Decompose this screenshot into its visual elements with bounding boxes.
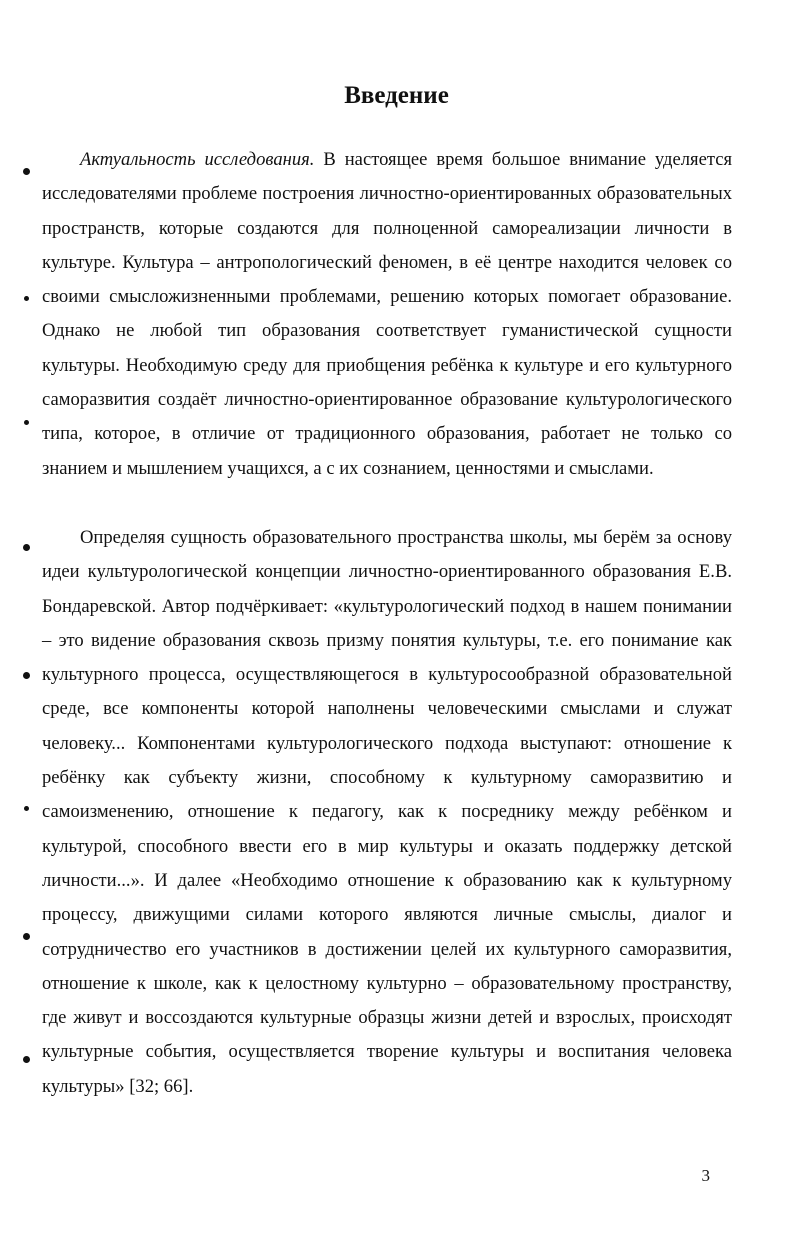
scan-mark [23,1056,30,1063]
page-title: Введение [344,82,449,109]
paragraph-relevance [42,143,732,486]
scan-mark [24,420,29,425]
page-number: 3 [701,1166,710,1185]
paragraph-text: В настоящее время большое внимание уделяется исследователями проблеме построения личностно-ориентированных образовательных пространств, которые создаются для полноценной самореализации личности в культуре. Культура – антропологический феномен, в её центре находится человек со своими смысложизненными проблемами, решению которых помогает образование. Однако не любой тип образования соответствует гуманистической сущности культуры. Необходимую среду для приобщения ребёнка к культуре и его культурного саморазвития создаёт личностно-ориентированное образование культурологического типа, которое, в отличие от традиционного образования, работает не только со знанием и мышлением учащихся, а с их сознанием, ценностями и смыслами. [42,149,732,479]
scan-mark [23,672,30,679]
scan-mark [23,168,30,175]
paragraph-concept [42,521,732,1104]
paragraph-text: Определяя сущность образовательного пространства школы, мы берём за основу идеи культурологической концепции личностно-ориентированного образования Е.В. Бондаревской. Автор подчёркивает: «культурологический подход в нашем понимании – это видение образования сквозь призму понятия культуры, т.е. его понимание как культурного процесса, осуществляющегося в культуросообразной образовательной среде, все компоненты которой наполнены человеческими смыслами и служат человеку... Компонентами культурологического подхода выступают: отношение к ребёнку как субъекту жизни, способному к культурному саморазвитию и самоизменению, отношение к педагогу, как к посреднику между ребёнком и культурой, способного ввести его в мир культуры и оказать поддержку детской личности...». И далее «Необходимо отношение к образованию как к культурному процессу, движущими силами которого являются личные смыслы, диалог и сотрудничество его участников в достижении целей их культурного саморазвития, отношение к школе, как к целостному культурно – образовательному пространству, где живут и воссоздаются культурные образцы жизни детей и взрослых, происходят культурные события, осуществляется творение культуры и воспитания человека культуры» [32; 66]. [42,527,732,1097]
scan-mark [23,933,30,940]
paragraph-lead-in: Актуальность исследования. [80,149,315,170]
scan-mark [24,806,29,811]
scan-mark [23,544,30,551]
scan-mark [24,296,29,301]
